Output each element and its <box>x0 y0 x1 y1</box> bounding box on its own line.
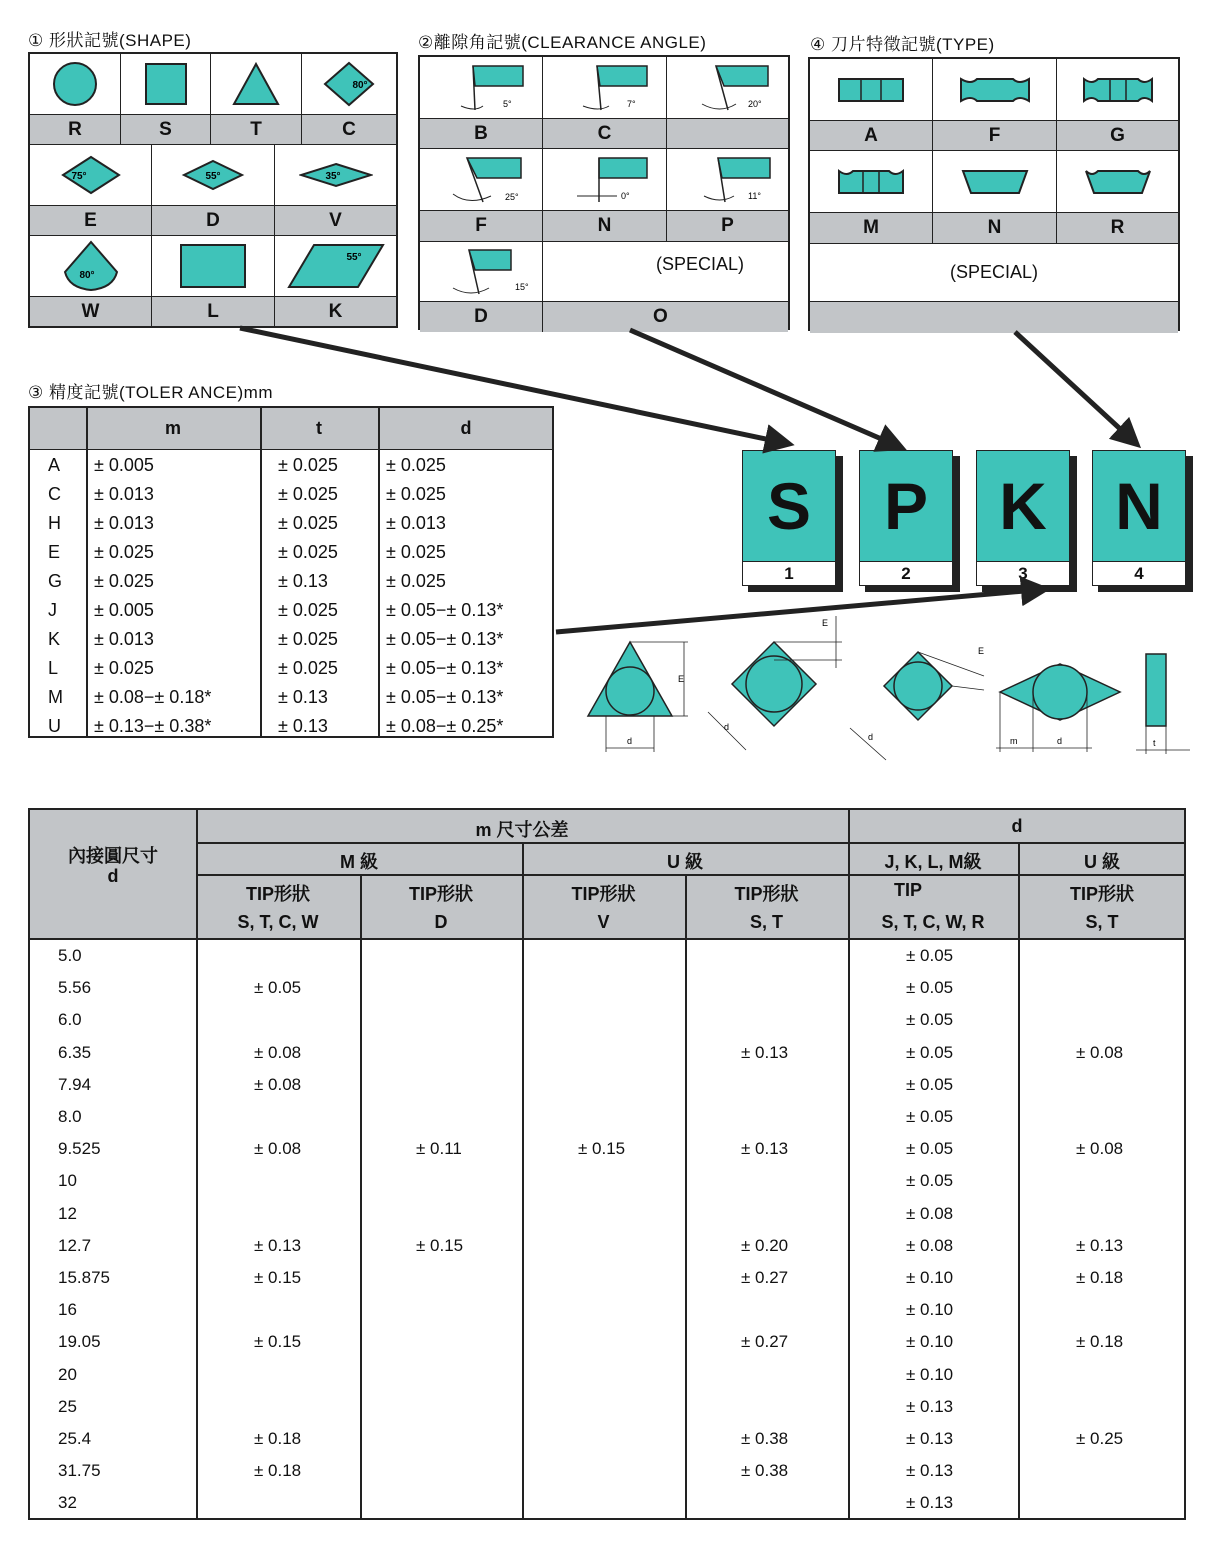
tolerance-cell: ± 0.05 <box>906 1010 954 1030</box>
type-code-r: R <box>1057 213 1178 244</box>
type-title: ④ 刀片特徵記號(TYPE) <box>810 35 995 54</box>
tolerance-cell-d: ± 0.05−± 0.13* <box>386 658 504 678</box>
tolerance-cell: ± 0.13 <box>906 1493 954 1513</box>
tolerance-cell: ± 0.13 <box>741 1042 789 1062</box>
dim-label-d: d <box>627 736 633 746</box>
shape-code-e: E <box>30 206 152 236</box>
header-d-tolerance: d <box>1011 816 1023 836</box>
diameter-cell: 12.7 <box>58 1235 92 1255</box>
tolerance-cell-t: ± 0.025 <box>278 600 338 620</box>
angle-label: 80° <box>352 80 368 91</box>
tolerance-cell: ± 0.08 <box>1076 1042 1124 1062</box>
diameter-cell: 12 <box>58 1203 77 1223</box>
col-header-tip: TIP形狀 <box>408 884 473 904</box>
tolerance-cell-d: ± 0.05−± 0.13* <box>386 600 504 620</box>
diameter-cell: 25 <box>58 1396 77 1416</box>
thickness-dimension-icon <box>1146 654 1166 726</box>
col-header-shape: D <box>434 912 448 932</box>
tolerance-cell: ± 0.10 <box>906 1268 954 1287</box>
clearance-title: ②離隙角記號(CLEARANCE ANGLE) <box>418 33 707 52</box>
clearance-code-c: C <box>543 119 667 149</box>
table-row <box>30 974 1184 1006</box>
tolerance-cell: ± 0.10 <box>906 1332 954 1352</box>
tolerance-cell: ± 0.15 <box>416 1235 464 1255</box>
header-t: t <box>316 418 322 438</box>
clearance-code-p: P <box>667 211 788 242</box>
diameter-cell: 19.05 <box>58 1332 101 1352</box>
header-inscribed-d: d <box>107 866 119 886</box>
table-row <box>30 1200 1184 1232</box>
tolerance-cell: ± 0.05 <box>906 1139 954 1159</box>
code-letter: K <box>976 450 1070 562</box>
col-header-tip: TIP形狀 <box>734 884 799 904</box>
tolerance-cell-d: ± 0.025 <box>386 455 446 475</box>
shape-title: ① 形狀記號(SHAPE) <box>28 31 192 50</box>
angle-label: 15° <box>515 281 529 292</box>
tolerance-cell: ± 0.11 <box>416 1139 462 1159</box>
shape-code-k: K <box>275 297 396 326</box>
angle-label: 55° <box>345 252 362 263</box>
type-special-label: (SPECIAL) <box>810 244 1178 302</box>
tolerance-cell-code: U <box>48 716 61 736</box>
tolerance-cell: ± 0.08 <box>254 1042 302 1062</box>
table-row <box>30 1296 1184 1328</box>
angle-label: 20° <box>747 98 762 109</box>
tolerance-cell-m: ± 0.025 <box>94 542 154 562</box>
diameter-cell: 25.4 <box>58 1429 92 1448</box>
angle-label: 35° <box>324 171 341 182</box>
clearance-code-f: F <box>420 211 543 242</box>
angle-label: 75° <box>70 171 87 182</box>
dimension-diagrams <box>580 612 1200 772</box>
type-code-m: M <box>810 213 933 244</box>
table-row <box>30 942 1184 974</box>
clearance-code-o: O <box>543 302 788 332</box>
clearance-code-n: N <box>543 211 667 242</box>
tolerance-cell-d: ± 0.025 <box>386 571 446 591</box>
diameter-cell: 8.0 <box>58 1107 82 1126</box>
tolerance-cell: ± 0.25 <box>1076 1429 1124 1448</box>
tolerance-cell-t: ± 0.13 <box>278 716 328 736</box>
diameter-cell: 6.0 <box>58 1010 82 1030</box>
tolerance-cell-t: ± 0.13 <box>278 687 328 707</box>
tolerance-cell-code: A <box>48 455 61 475</box>
col-header-tip: TIP形狀 <box>571 884 636 904</box>
shape-code-t: T <box>211 115 302 145</box>
type-code-f: F <box>933 121 1057 151</box>
table-row <box>30 1006 1184 1038</box>
dim-label-e: E <box>678 674 685 684</box>
diameter-cell: 15.875 <box>58 1268 110 1287</box>
dimension-tolerance-table <box>28 808 1186 1520</box>
col-header-tip: TIP形狀 <box>1069 884 1134 904</box>
table-row <box>30 1039 1184 1071</box>
tolerance-cell-code: J <box>48 600 57 620</box>
tolerance-cell-t: ± 0.025 <box>278 484 338 504</box>
diameter-cell: 10 <box>58 1171 77 1191</box>
tolerance-cell-code: K <box>48 629 61 649</box>
tolerance-cell: ± 0.05 <box>906 1042 954 1062</box>
dim-label-t: t <box>1153 738 1156 748</box>
tolerance-cell-t: ± 0.13 <box>278 571 328 591</box>
header-u-grade: U 級 <box>667 852 703 872</box>
shape-code-d: D <box>152 206 275 236</box>
header-d: d <box>460 418 472 438</box>
tolerance-cell: ± 0.38 <box>741 1429 789 1448</box>
arrow-shape <box>240 328 780 442</box>
tolerance-cell-d: ± 0.05−± 0.13* <box>386 629 504 649</box>
tolerance-cell-code: L <box>48 658 59 678</box>
tolerance-cell: ± 0.05 <box>906 1171 954 1191</box>
tolerance-cell: ± 0.05 <box>254 978 302 998</box>
table-row <box>30 1103 1184 1135</box>
dim-label-e: E <box>822 618 829 628</box>
col-header-shape: S, T, C, W <box>237 912 319 932</box>
tolerance-cell-code: E <box>48 542 61 562</box>
diameter-cell: 7.94 <box>58 1074 92 1094</box>
arrow-clearance <box>630 330 893 444</box>
tolerance-cell: ± 0.38 <box>741 1461 789 1481</box>
dim-label-e: E <box>978 646 985 656</box>
table-row <box>30 1457 1184 1489</box>
shape-code-v: V <box>275 206 396 236</box>
diameter-cell: 9.525 <box>58 1139 101 1159</box>
header-inscribed-diameter: 內接圓尺寸 <box>68 846 158 866</box>
code-number: 1 <box>742 562 836 586</box>
dim-label-d: d <box>868 732 874 742</box>
tolerance-cell-d: ± 0.08−± 0.25* <box>386 716 504 736</box>
tolerance-cell-t: ± 0.025 <box>278 658 338 678</box>
tolerance-cell-m: ± 0.005 <box>94 600 154 620</box>
tolerance-cell: ± 0.13 <box>1076 1235 1124 1255</box>
tolerance-cell: ± 0.05 <box>906 1074 954 1094</box>
shape-code-s: S <box>121 115 211 145</box>
tolerance-cell-m: ± 0.013 <box>94 513 154 533</box>
angle-label: 25° <box>505 191 519 202</box>
clearance-code-d: D <box>420 302 543 332</box>
code-letter: P <box>859 450 953 562</box>
tolerance-cell: ± 0.27 <box>741 1268 789 1287</box>
tolerance-cell: ± 0.18 <box>1076 1332 1124 1352</box>
table-row <box>30 1135 1184 1167</box>
table-row <box>30 1393 1184 1425</box>
col-header-tip: TIP <box>893 880 922 900</box>
tolerance-title: ③ 精度記號(TOLER ANCE)mm <box>28 383 273 402</box>
tolerance-cell-code: M <box>48 687 63 707</box>
type-code-n: N <box>933 213 1057 244</box>
table-row <box>30 1232 1184 1264</box>
tolerance-cell: ± 0.08 <box>1076 1139 1124 1159</box>
clearance-special-label: (SPECIAL) <box>543 242 788 302</box>
angle-label: 5° <box>503 98 512 109</box>
tolerance-cell: ± 0.15 <box>254 1332 302 1352</box>
tolerance-cell: ± 0.13 <box>906 1461 954 1481</box>
code-number: 3 <box>976 562 1070 586</box>
arrow-type <box>1015 332 1130 438</box>
tolerance-cell: ± 0.08 <box>254 1139 302 1159</box>
tolerance-cell: ± 0.27 <box>741 1332 789 1352</box>
tolerance-cell-t: ± 0.025 <box>278 455 338 475</box>
tolerance-cell: ± 0.15 <box>578 1139 626 1159</box>
tolerance-cell: ± 0.13 <box>906 1396 954 1416</box>
col-header-shape: S, T <box>749 912 783 932</box>
shape-code-l: L <box>152 297 275 326</box>
type-code-a: A <box>810 121 933 151</box>
diameter-cell: 32 <box>58 1493 77 1513</box>
table-row <box>30 1071 1184 1103</box>
tolerance-cell: ± 0.08 <box>254 1074 302 1094</box>
diameter-cell: 5.0 <box>58 946 82 965</box>
tolerance-cell-t: ± 0.025 <box>278 629 338 649</box>
code-letter: N <box>1092 450 1186 562</box>
shape-code-c: C <box>302 115 396 145</box>
tolerance-cell: ± 0.15 <box>254 1268 302 1287</box>
dim-label-d: d <box>1057 736 1063 746</box>
code-letter: S <box>742 450 836 562</box>
col-header-shape: S, T <box>1085 912 1119 932</box>
tolerance-cell: ± 0.13 <box>906 1429 954 1448</box>
diameter-cell: 31.75 <box>58 1461 101 1481</box>
type-code-g: G <box>1057 121 1178 151</box>
tolerance-cell: ± 0.18 <box>254 1429 302 1448</box>
header-m-grade: M 級 <box>340 852 378 872</box>
tolerance-cell: ± 0.20 <box>741 1235 789 1255</box>
diameter-cell: 20 <box>58 1364 77 1384</box>
table-row <box>30 1425 1184 1457</box>
tolerance-cell-t: ± 0.025 <box>278 542 338 562</box>
shape-code-r: R <box>30 115 121 145</box>
table-row <box>30 1489 1184 1521</box>
angle-label: 7° <box>626 98 636 109</box>
tolerance-cell-d: ± 0.025 <box>386 542 446 562</box>
tolerance-cell: ± 0.18 <box>254 1461 302 1481</box>
tolerance-cell: ± 0.18 <box>1076 1268 1124 1287</box>
code-number: 4 <box>1092 562 1186 586</box>
angle-label: 0° <box>620 190 630 201</box>
angle-label: 11° <box>747 190 761 201</box>
tolerance-cell: ± 0.10 <box>906 1300 954 1320</box>
shape-code-w: W <box>30 297 152 326</box>
col-header-shape: S, T, C, W, R <box>881 912 985 932</box>
tolerance-cell: ± 0.10 <box>906 1364 954 1384</box>
tolerance-cell-d: ± 0.013 <box>386 513 446 533</box>
col-header-shape: V <box>597 912 610 932</box>
header-m-tolerance: m 尺寸公差 <box>475 820 569 840</box>
angle-label: 80° <box>78 270 95 281</box>
table-row <box>30 1264 1184 1296</box>
tolerance-cell: ± 0.05 <box>906 1107 954 1126</box>
tolerance-cell-m: ± 0.013 <box>94 629 154 649</box>
tolerance-cell-code: C <box>48 484 61 504</box>
angle-label: 55° <box>205 171 221 182</box>
tolerance-cell-m: ± 0.005 <box>94 455 154 475</box>
header-m: m <box>164 418 181 438</box>
clearance-code-b: B <box>420 119 543 149</box>
tolerance-cell: ± 0.08 <box>906 1235 954 1255</box>
tolerance-cell: ± 0.08 <box>906 1203 954 1223</box>
header-jklm-grade: J, K, L, M級 <box>884 852 982 872</box>
tolerance-cell-t: ± 0.025 <box>278 513 338 533</box>
header-u-grade-2: U 級 <box>1084 852 1120 872</box>
table-row <box>30 1361 1184 1393</box>
tolerance-cell-code: G <box>48 571 63 591</box>
diameter-cell: 6.35 <box>58 1042 92 1062</box>
code-number: 2 <box>859 562 953 586</box>
tolerance-cell: ± 0.13 <box>254 1235 302 1255</box>
diameter-cell: 5.56 <box>58 978 92 998</box>
tolerance-cell: ± 0.05 <box>906 978 954 998</box>
diameter-cell: 16 <box>58 1300 77 1320</box>
tolerance-cell-m: ± 0.08−± 0.18* <box>94 687 212 707</box>
tolerance-cell-d: ± 0.025 <box>386 484 446 504</box>
tolerance-cell-m: ± 0.13−± 0.38* <box>94 716 212 736</box>
tolerance-cell-m: ± 0.025 <box>94 658 154 678</box>
tolerance-cell-m: ± 0.025 <box>94 571 154 591</box>
tolerance-cell: ± 0.13 <box>741 1139 789 1159</box>
tolerance-cell-code: H <box>48 513 61 533</box>
dim-label-m: m <box>1010 736 1018 746</box>
tolerance-cell-m: ± 0.013 <box>94 484 154 504</box>
col-header-tip: TIP形狀 <box>245 884 310 904</box>
tolerance-cell: ± 0.05 <box>906 946 954 965</box>
table-row <box>30 1167 1184 1199</box>
tolerance-cell-d: ± 0.05−± 0.13* <box>386 687 504 707</box>
table-row <box>30 1328 1184 1360</box>
dim-label-d: d <box>724 722 730 732</box>
